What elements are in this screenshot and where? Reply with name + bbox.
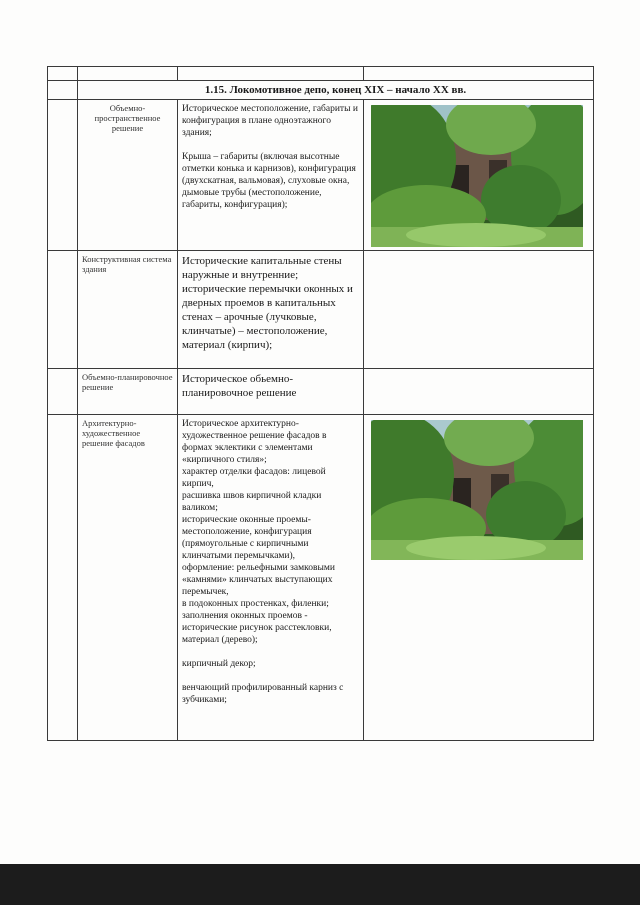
paragraph: характер отделки фасадов: лицевой кирпич, (182, 467, 326, 489)
row-label: Объемно-планировочное решение (78, 369, 178, 415)
row-label: Архитектурно-художественное решение фасадов (78, 415, 178, 741)
paragraph: заполнения оконных проемов - исторические рисунок расстекловки, материал (дерево); (182, 611, 332, 645)
photo-cell (364, 100, 594, 251)
cell-empty (48, 369, 78, 415)
depot-photo-1 (371, 105, 583, 247)
cell-empty (78, 67, 178, 81)
row-description (178, 415, 364, 741)
cell-empty (48, 67, 78, 81)
table-row (48, 251, 594, 369)
table-row (48, 415, 594, 741)
row-description (178, 369, 364, 415)
cell-empty (48, 100, 78, 251)
table-row (48, 100, 594, 251)
paragraph: Крыша – габариты (включая высотные отметки конька и карнизов), конфигурация (двухскатная, вальмовая), слуховые окна, дымовые трубы (местоположение, габариты, конфигурация); (182, 152, 356, 210)
scan-border (0, 864, 640, 905)
paragraph: Историческое обьемно-планировочное решение (182, 373, 297, 399)
photo-cell (364, 415, 594, 741)
cell-empty (48, 251, 78, 369)
paragraph: в подоконных простенках, филенки; (182, 599, 329, 609)
paragraph: исторические оконные проемы-местоположение, конфигурация (прямоугольные с кирпичными клинчатыми перемычками), (182, 515, 312, 561)
cell-empty (364, 251, 594, 369)
paragraph: Историческое архитектурно-художественное решение фасадов в формах эклектики с элементами «кирпичного стиля»; (182, 419, 327, 465)
paragraph: расшивка швов кирпичной кладки валиком; (182, 491, 322, 513)
paragraph: кирпичный декор; (182, 659, 256, 669)
table-row-empty (48, 67, 594, 81)
cell-empty (178, 67, 364, 81)
paragraph: венчающий профилированный карниз с зубчиками; (182, 683, 344, 705)
paragraph: Историческое местоположение, габариты и конфигурация в плане одноэтажного здания; (182, 104, 358, 138)
cell-empty (48, 415, 78, 741)
paragraph: Исторические капитальные стены наружные и внутренние; исторические перемычки оконных и дверных проемов в капитальных стенах – арочные (лучковые, клинчатые) – местоположение, материал (кирпич); (182, 255, 353, 351)
row-description (178, 251, 364, 369)
row-label: Конструктивная система здания (78, 251, 178, 369)
table-row-section (48, 81, 594, 100)
table-row (48, 369, 594, 415)
paragraph: оформление: рельефными замковыми «камнями» клинчатых выступающих перемычек, (182, 563, 335, 597)
row-label: Объемно-пространственное решение (78, 100, 178, 251)
cell-empty (364, 67, 594, 81)
object-table (47, 66, 594, 741)
cell-empty (48, 81, 78, 100)
depot-photo-2 (371, 420, 583, 560)
cell-empty (364, 369, 594, 415)
section-title: 1.15. Локомотивное депо, конец XIX – начало XX вв. (78, 81, 594, 100)
row-description (178, 100, 364, 251)
